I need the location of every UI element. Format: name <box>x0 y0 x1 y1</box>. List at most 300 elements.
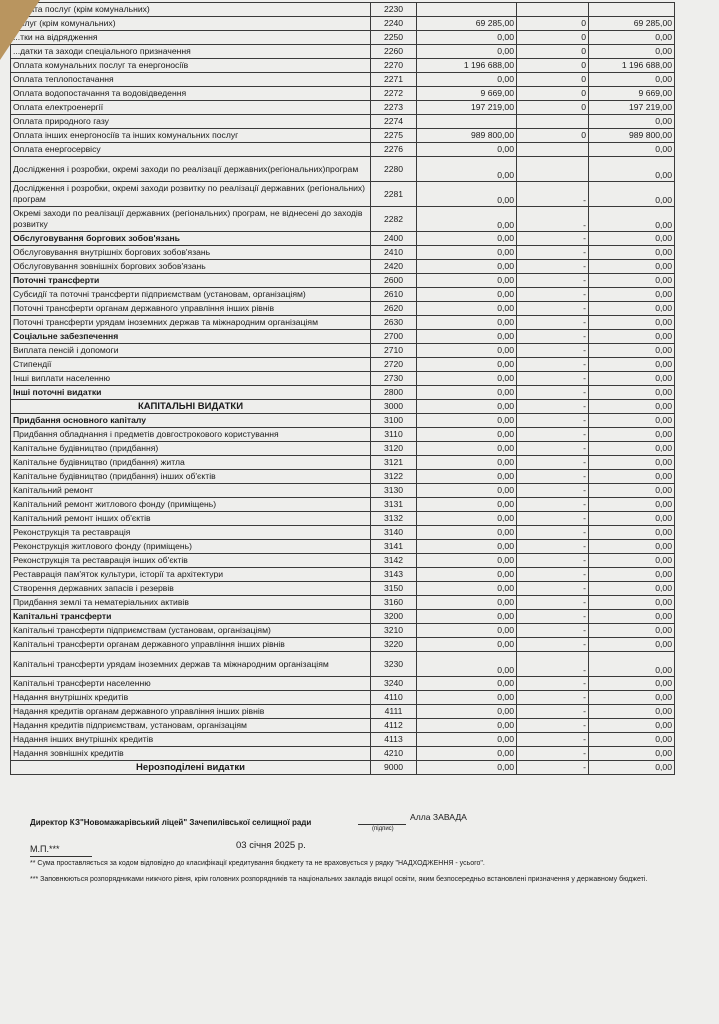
row-name: Реставрація пам'яток культури, історії та архітектури <box>11 568 371 582</box>
row-value-3: 0,00 <box>589 344 675 358</box>
row-value-3: 0,00 <box>589 182 675 207</box>
table-row <box>11 596 675 610</box>
row-value-1: 0,00 <box>417 344 517 358</box>
row-value-1: 0,00 <box>417 498 517 512</box>
table-row <box>11 624 675 638</box>
row-name: Придбання обладнання і предметів довгострокового користування <box>11 428 371 442</box>
row-value-2: 0 <box>517 101 589 115</box>
stamp-label: М.П.*** <box>30 844 60 854</box>
row-value-3: 197 219,00 <box>589 101 675 115</box>
row-name: Окремі заходи по реалізації державних (регіональних) програм, не віднесені до заходів розвитку <box>11 207 371 232</box>
row-value-2: - <box>517 554 589 568</box>
row-code: 3220 <box>371 638 417 652</box>
row-value-3: 0,00 <box>589 442 675 456</box>
row-name: ...датки та заходи спеціального призначення <box>11 45 371 59</box>
row-value-2: - <box>517 484 589 498</box>
row-value-3: 0,00 <box>589 400 675 414</box>
row-value-1: 0,00 <box>417 414 517 428</box>
row-value-1: 0,00 <box>417 624 517 638</box>
row-value-2: - <box>517 414 589 428</box>
row-value-1: 0,00 <box>417 554 517 568</box>
footnote-2: *** Заповнюються розпорядниками нижчого рівня, крім головних розпорядників та національних закладів вищої освіти, яким безпосередньо встановлені призначення у державному бюджеті. <box>30 876 648 883</box>
row-value-1: 0,00 <box>417 316 517 330</box>
row-code: 2720 <box>371 358 417 372</box>
table-row <box>11 512 675 526</box>
row-value-1: 989 800,00 <box>417 129 517 143</box>
row-code: 2600 <box>371 274 417 288</box>
row-value-1: 0,00 <box>417 400 517 414</box>
row-name: Надання кредитів органам державного управління інших рівнів <box>11 705 371 719</box>
row-name: Надання кредитів підприємствам, установам, організаціям <box>11 719 371 733</box>
row-value-3: 0,00 <box>589 330 675 344</box>
table-row <box>11 87 675 101</box>
row-code: 4110 <box>371 691 417 705</box>
row-code: 3132 <box>371 512 417 526</box>
signature-line <box>358 824 406 825</box>
row-code: 4112 <box>371 719 417 733</box>
row-name: Оплата енергосервісу <box>11 143 371 157</box>
row-name: Дослідження і розробки, окремі заходи розвитку по реалізації державних (регіональних) програм <box>11 182 371 207</box>
row-value-1: 0,00 <box>417 232 517 246</box>
row-value-3: 0,00 <box>589 540 675 554</box>
row-name: Капітальні трансферти підприємствам (установам, організаціям) <box>11 624 371 638</box>
table-row <box>11 3 675 17</box>
row-value-1: 0,00 <box>417 182 517 207</box>
signature-caption: (підпис) <box>372 826 394 832</box>
row-name: Оплата комунальних послуг та енергоносіїв <box>11 59 371 73</box>
row-value-2: - <box>517 302 589 316</box>
row-name: Реконструкція житлового фонду (приміщень) <box>11 540 371 554</box>
row-code: 2281 <box>371 182 417 207</box>
table-row <box>11 316 675 330</box>
row-code: 3131 <box>371 498 417 512</box>
row-value-2: - <box>517 316 589 330</box>
row-value-1: 0,00 <box>417 207 517 232</box>
row-value-2: 0 <box>517 73 589 87</box>
row-name: Обслуговування зовнішніх боргових зобов'язань <box>11 260 371 274</box>
row-name: Надання зовнішніх кредитів <box>11 747 371 761</box>
table-row <box>11 705 675 719</box>
row-code: 2260 <box>371 45 417 59</box>
table-row <box>11 143 675 157</box>
row-value-1: 0,00 <box>417 484 517 498</box>
row-name: Інші поточні видатки <box>11 386 371 400</box>
table-row <box>11 260 675 274</box>
row-name: Дослідження і розробки, окремі заходи по реалізації державних(регіональних)програм <box>11 157 371 182</box>
row-code: 4113 <box>371 733 417 747</box>
row-value-3: 0,00 <box>589 691 675 705</box>
row-value-3: 0,00 <box>589 568 675 582</box>
table-row <box>11 761 675 775</box>
row-value-2: - <box>517 400 589 414</box>
row-value-1: 1 196 688,00 <box>417 59 517 73</box>
table-row <box>11 677 675 691</box>
row-value-1 <box>417 3 517 17</box>
row-value-3: 0,00 <box>589 143 675 157</box>
row-value-1: 0,00 <box>417 677 517 691</box>
row-value-3: 0,00 <box>589 498 675 512</box>
row-value-2: - <box>517 582 589 596</box>
row-name: Придбання землі та нематеріальних активів <box>11 596 371 610</box>
row-code: 9000 <box>371 761 417 775</box>
row-value-1: 0,00 <box>417 143 517 157</box>
row-value-3: 0,00 <box>589 512 675 526</box>
row-code: 2282 <box>371 207 417 232</box>
row-value-1 <box>417 115 517 129</box>
row-value-2: - <box>517 540 589 554</box>
row-value-1: 0,00 <box>417 45 517 59</box>
row-code: 2710 <box>371 344 417 358</box>
row-value-3: 69 285,00 <box>589 17 675 31</box>
row-name: Виплата пенсій і допомоги <box>11 344 371 358</box>
row-value-2: - <box>517 498 589 512</box>
row-code: 2400 <box>371 232 417 246</box>
row-value-2: - <box>517 442 589 456</box>
row-value-2 <box>517 143 589 157</box>
row-value-1: 9 669,00 <box>417 87 517 101</box>
row-value-2: - <box>517 207 589 232</box>
row-value-2: - <box>517 288 589 302</box>
row-name: Нерозподілені видатки <box>11 761 371 775</box>
row-code: 3210 <box>371 624 417 638</box>
row-name: Капітальне будівництво (придбання) <box>11 442 371 456</box>
row-name: Оплата електроенергії <box>11 101 371 115</box>
row-value-3: 0,00 <box>589 157 675 182</box>
table-row <box>11 358 675 372</box>
row-value-1: 0,00 <box>417 157 517 182</box>
row-value-1: 0,00 <box>417 526 517 540</box>
row-code: 2240 <box>371 17 417 31</box>
row-value-1: 0,00 <box>417 540 517 554</box>
row-value-2: 0 <box>517 129 589 143</box>
row-value-3: 0,00 <box>589 652 675 677</box>
row-value-2 <box>517 3 589 17</box>
row-value-3: 989 800,00 <box>589 129 675 143</box>
row-value-3: 0,00 <box>589 705 675 719</box>
table-row <box>11 115 675 129</box>
table-row <box>11 470 675 484</box>
footnote-1: ** Сума проставляється за кодом відповідно до класифікації кредитування бюджету та не враховується у рядку "НАДХОДЖЕННЯ - усього". <box>30 860 485 867</box>
table-row <box>11 747 675 761</box>
table-row <box>11 232 675 246</box>
row-value-3: 0,00 <box>589 358 675 372</box>
row-value-3: 9 669,00 <box>589 87 675 101</box>
row-value-3: 0,00 <box>589 677 675 691</box>
row-name: Капітальні трансферти урядам іноземних держав та міжнародним організаціям <box>11 652 371 677</box>
row-value-1: 0,00 <box>417 705 517 719</box>
row-code: 3100 <box>371 414 417 428</box>
row-value-3: 0,00 <box>589 610 675 624</box>
row-code: 2620 <box>371 302 417 316</box>
row-value-2: - <box>517 386 589 400</box>
row-value-2: - <box>517 456 589 470</box>
row-value-3: 0,00 <box>589 484 675 498</box>
row-value-3: 0,00 <box>589 246 675 260</box>
row-value-1: 0,00 <box>417 260 517 274</box>
row-value-1: 0,00 <box>417 610 517 624</box>
table-row <box>11 582 675 596</box>
table-row <box>11 568 675 582</box>
row-name: Обслуговування внутрішніх боргових зобов'язань <box>11 246 371 260</box>
row-value-2: 0 <box>517 31 589 45</box>
row-value-2: - <box>517 610 589 624</box>
row-code: 2410 <box>371 246 417 260</box>
row-value-3: 0,00 <box>589 582 675 596</box>
row-name: КАПІТАЛЬНІ ВИДАТКИ <box>11 400 371 414</box>
row-value-1: 0,00 <box>417 386 517 400</box>
row-name: Капітальний ремонт інших об'єктів <box>11 512 371 526</box>
table-row <box>11 330 675 344</box>
row-value-1: 0,00 <box>417 31 517 45</box>
row-name: Капітальне будівництво (придбання) інших об'єктів <box>11 470 371 484</box>
row-name: Реконструкція та реставрація <box>11 526 371 540</box>
table-row <box>11 733 675 747</box>
row-value-3: 0,00 <box>589 372 675 386</box>
row-value-2: - <box>517 733 589 747</box>
row-code: 2280 <box>371 157 417 182</box>
row-code: 3000 <box>371 400 417 414</box>
table-row <box>11 101 675 115</box>
row-value-1: 0,00 <box>417 470 517 484</box>
row-name: Оплата водопостачання та водовідведення <box>11 87 371 101</box>
row-value-3: 0,00 <box>589 115 675 129</box>
row-code: 3130 <box>371 484 417 498</box>
row-value-3: 0,00 <box>589 232 675 246</box>
row-code: 2610 <box>371 288 417 302</box>
row-code: 3142 <box>371 554 417 568</box>
row-code: 2630 <box>371 316 417 330</box>
row-value-1: 0,00 <box>417 302 517 316</box>
row-name: Капітальні трансферти <box>11 610 371 624</box>
row-value-1: 0,00 <box>417 428 517 442</box>
row-name: Реконструкція та реставрація інших об'єктів <box>11 554 371 568</box>
row-value-3: 0,00 <box>589 470 675 484</box>
row-value-3: 0,00 <box>589 73 675 87</box>
row-name: ...тки на відрядження <box>11 31 371 45</box>
row-value-1: 0,00 <box>417 652 517 677</box>
table-row <box>11 31 675 45</box>
row-value-3: 0,00 <box>589 260 675 274</box>
notes-divider <box>30 856 92 857</box>
row-value-1: 0,00 <box>417 568 517 582</box>
table-row <box>11 554 675 568</box>
row-code: 3160 <box>371 596 417 610</box>
table-row <box>11 45 675 59</box>
row-value-1: 0,00 <box>417 73 517 87</box>
row-name: Оплата теплопостачання <box>11 73 371 87</box>
row-value-2: - <box>517 624 589 638</box>
row-code: 2272 <box>371 87 417 101</box>
row-code: 4210 <box>371 747 417 761</box>
row-code: 3120 <box>371 442 417 456</box>
row-code: 2271 <box>371 73 417 87</box>
table-row <box>11 540 675 554</box>
signer-name: Алла ЗАВАДА <box>410 812 467 822</box>
table-row <box>11 719 675 733</box>
row-value-2: - <box>517 761 589 775</box>
row-value-3: 0,00 <box>589 414 675 428</box>
row-value-2: - <box>517 638 589 652</box>
table-row <box>11 302 675 316</box>
table-row <box>11 428 675 442</box>
row-value-3: 0,00 <box>589 624 675 638</box>
table-row <box>11 73 675 87</box>
row-name: Поточні трансферти органам державного управління інших рівнів <box>11 302 371 316</box>
table-row <box>11 372 675 386</box>
row-value-2: - <box>517 470 589 484</box>
row-code: 3121 <box>371 456 417 470</box>
row-code: 2700 <box>371 330 417 344</box>
row-value-1: 0,00 <box>417 372 517 386</box>
row-value-1: 0,00 <box>417 246 517 260</box>
row-value-3: 0,00 <box>589 428 675 442</box>
row-value-3: 0,00 <box>589 31 675 45</box>
table-row <box>11 526 675 540</box>
director-label: Директор КЗ"Новомажарівський ліцей" Зачепилівської селищної ради <box>30 818 312 827</box>
table-row <box>11 344 675 358</box>
row-value-3: 0,00 <box>589 733 675 747</box>
table-row <box>11 157 675 182</box>
table-row <box>11 274 675 288</box>
row-code: 2800 <box>371 386 417 400</box>
row-value-1: 0,00 <box>417 638 517 652</box>
table-row <box>11 17 675 31</box>
row-value-3: 0,00 <box>589 288 675 302</box>
row-code: 2250 <box>371 31 417 45</box>
row-value-2: - <box>517 274 589 288</box>
row-name: Оплата природного газу <box>11 115 371 129</box>
row-value-1: 0,00 <box>417 596 517 610</box>
row-value-1: 0,00 <box>417 719 517 733</box>
row-value-1: 0,00 <box>417 761 517 775</box>
row-code: 3240 <box>371 677 417 691</box>
row-value-2: - <box>517 232 589 246</box>
row-value-1: 0,00 <box>417 288 517 302</box>
table-row <box>11 386 675 400</box>
row-name: Капітальні трансферти населенню <box>11 677 371 691</box>
row-code: 3140 <box>371 526 417 540</box>
row-code: 3141 <box>371 540 417 554</box>
row-code: 3122 <box>371 470 417 484</box>
row-name: Капітальний ремонт житлового фонду (приміщень) <box>11 498 371 512</box>
row-code: 2270 <box>371 59 417 73</box>
table-row <box>11 182 675 207</box>
row-name: Капітальне будівництво (придбання) житла <box>11 456 371 470</box>
row-value-3: 0,00 <box>589 207 675 232</box>
table-row <box>11 400 675 414</box>
table-row <box>11 288 675 302</box>
table-row <box>11 484 675 498</box>
row-value-2: - <box>517 719 589 733</box>
table-row <box>11 129 675 143</box>
table-row <box>11 638 675 652</box>
row-value-3: 0,00 <box>589 761 675 775</box>
table-row <box>11 652 675 677</box>
row-value-1: 0,00 <box>417 512 517 526</box>
table-row <box>11 610 675 624</box>
row-value-2: 0 <box>517 17 589 31</box>
row-name: Обслуговування боргових зобов'язань <box>11 232 371 246</box>
row-code: 3230 <box>371 652 417 677</box>
row-name: Створення державних запасів і резервів <box>11 582 371 596</box>
row-value-1: 0,00 <box>417 747 517 761</box>
row-value-3: 0,00 <box>589 456 675 470</box>
row-name: Поточні трансферти урядам іноземних держав та міжнародним організаціям <box>11 316 371 330</box>
row-value-1: 69 285,00 <box>417 17 517 31</box>
row-name: Поточні трансферти <box>11 274 371 288</box>
row-value-2 <box>517 157 589 182</box>
row-name: Інші виплати населенню <box>11 372 371 386</box>
row-name: Стипендії <box>11 358 371 372</box>
row-name: Оплата інших енергоносіїв та інших комунальних послуг <box>11 129 371 143</box>
row-value-3: 1 196 688,00 <box>589 59 675 73</box>
row-value-3: 0,00 <box>589 302 675 316</box>
table-row <box>11 414 675 428</box>
row-value-2: - <box>517 747 589 761</box>
row-value-2: - <box>517 330 589 344</box>
row-value-2: 0 <box>517 45 589 59</box>
row-code: 2420 <box>371 260 417 274</box>
row-code: 3200 <box>371 610 417 624</box>
row-code: 3150 <box>371 582 417 596</box>
row-value-1: 0,00 <box>417 274 517 288</box>
row-name: Оплата послуг (крім комунальних) <box>11 3 371 17</box>
folded-corner <box>0 0 40 60</box>
row-code: 3110 <box>371 428 417 442</box>
row-code: 2230 <box>371 3 417 17</box>
row-value-2: - <box>517 652 589 677</box>
row-code: 2274 <box>371 115 417 129</box>
row-value-1: 0,00 <box>417 330 517 344</box>
row-value-2: - <box>517 246 589 260</box>
row-value-2: 0 <box>517 59 589 73</box>
row-value-3: 0,00 <box>589 554 675 568</box>
row-value-2: 0 <box>517 87 589 101</box>
row-value-3: 0,00 <box>589 386 675 400</box>
row-value-2: - <box>517 260 589 274</box>
row-value-3: 0,00 <box>589 274 675 288</box>
row-value-2: - <box>517 182 589 207</box>
row-value-3: 0,00 <box>589 45 675 59</box>
row-value-2 <box>517 115 589 129</box>
row-name: Капітальні трансферти органам державного управління інших рівнів <box>11 638 371 652</box>
row-code: 4111 <box>371 705 417 719</box>
row-value-3: 0,00 <box>589 719 675 733</box>
row-name: ...слуг (крім комунальних) <box>11 17 371 31</box>
row-value-3: 0,00 <box>589 316 675 330</box>
table-row <box>11 442 675 456</box>
row-name: Субсидії та поточні трансферти підприємствам (установам, організаціям) <box>11 288 371 302</box>
row-code: 3143 <box>371 568 417 582</box>
document-date: 03 січня 2025 р. <box>236 840 306 851</box>
row-code: 2273 <box>371 101 417 115</box>
row-value-2: - <box>517 568 589 582</box>
row-value-1: 0,00 <box>417 582 517 596</box>
row-name: Придбання основного капіталу <box>11 414 371 428</box>
row-value-2: - <box>517 428 589 442</box>
row-value-2: - <box>517 526 589 540</box>
row-value-2: - <box>517 596 589 610</box>
row-value-3: 0,00 <box>589 596 675 610</box>
row-value-3: 0,00 <box>589 526 675 540</box>
table-row <box>11 456 675 470</box>
row-name: Надання внутрішніх кредитів <box>11 691 371 705</box>
table-row <box>11 498 675 512</box>
row-value-1: 0,00 <box>417 442 517 456</box>
row-code: 2275 <box>371 129 417 143</box>
table-row <box>11 691 675 705</box>
row-code: 2276 <box>371 143 417 157</box>
